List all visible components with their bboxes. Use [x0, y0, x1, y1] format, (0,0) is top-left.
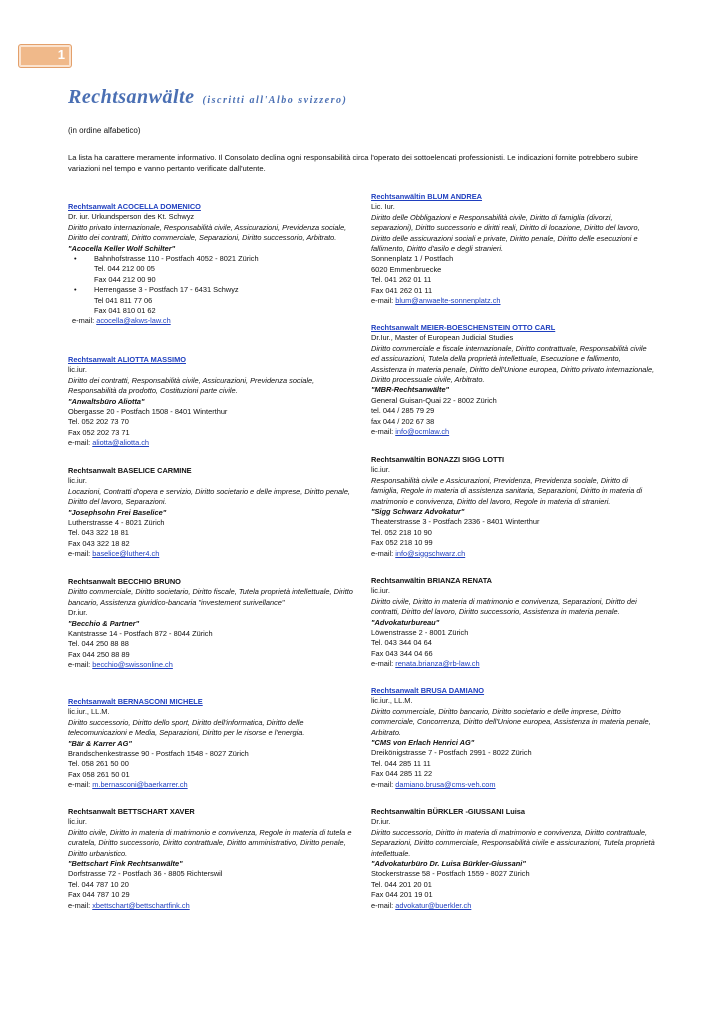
- office-address: [68, 254, 353, 285]
- email-line: [371, 427, 656, 437]
- lawyer-entry: [371, 807, 656, 911]
- fax: Fax 041 262 01 11: [371, 285, 433, 295]
- lawyer-name[interactable]: Rechtsanwalt BERNASCONI MICHELE: [68, 697, 203, 706]
- fax: Fax 044 285 11 22: [371, 769, 433, 779]
- phone: Tel. 044 787 10 20: [68, 879, 129, 889]
- email-line: [68, 780, 353, 790]
- lawyer-fields: Locazioni, Contratti d'opera e servizio, Diritto societario e delle imprese, Diritto penale, Diritto del lavoro, Separazioni.: [68, 486, 350, 507]
- email-link[interactable]: becchio@swissonline.ch: [92, 660, 173, 670]
- lawyer-title: Lic. Iur.: [371, 202, 395, 212]
- fax: Fax 044 250 88 89: [68, 649, 130, 659]
- lawyer-fields: Responsabilità civile e Assicurazioni, Previdenza, Previdenza sociale, Diritto di famiglia, Regole in materia di assistenza sanitaria, Separazioni, Diritto in materia di matrimonio e convivenza, Diritto del lavoro, Regole in materia di stranieri.: [371, 475, 643, 506]
- email-link[interactable]: acocella@akws-law.ch: [96, 316, 171, 326]
- fax: Fax 044 212 00 90: [94, 274, 156, 284]
- phone: Tel. 052 218 10 90: [371, 527, 432, 537]
- order-note: (in ordine alfabetico): [68, 126, 141, 135]
- email-link[interactable]: damiano.brusa@cms-veh.com: [395, 779, 496, 789]
- lawyer-entry: [68, 355, 353, 449]
- email-line: [371, 549, 656, 559]
- lawyer-entry: [371, 686, 656, 790]
- lawyer-name: Rechtsanwältin BRIANZA RENATA: [371, 576, 492, 585]
- lawyer-title: lic.iur.: [68, 476, 87, 486]
- fax: Fax 044 201 19 01: [371, 890, 433, 900]
- address-line: General Guisan-Quai 22 - 8002 Zürich: [371, 395, 497, 405]
- email-line: [371, 901, 656, 911]
- email-link[interactable]: blum@anwaelte-sonnenplatz.ch: [395, 296, 501, 306]
- city-line: 6020 Emmenbruecke: [371, 264, 442, 274]
- address-line: Lutherstrasse 4 - 8021 Zürich: [68, 518, 165, 528]
- email-line: [68, 901, 353, 911]
- phone: Tel. 044 285 11 11: [371, 758, 431, 768]
- lawyer-fields: Diritto commerciale, Diritto bancario, Diritto societario e delle imprese, Diritto commerciale, Concorrenza, Diritto dell'Unione europea, Assistenza in materia penale, Arbitrato.: [371, 706, 651, 737]
- lawyer-title: lic.iur.: [371, 465, 390, 475]
- email-link[interactable]: m.bernasconi@baerkarrer.ch: [92, 780, 188, 790]
- address-line: Kantstrasse 14 - Postfach 872 - 8044 Zürich: [68, 629, 213, 639]
- lawyer-name[interactable]: Rechtsanwalt MEIER-BOESCHENSTEIN OTTO CARL: [371, 323, 556, 332]
- phone: Tel. 043 344 04 64: [371, 638, 432, 648]
- address-line: Theaterstrasse 3 - Postfach 2336 - 8401 Winterthur: [371, 517, 540, 527]
- email-line: [371, 659, 656, 669]
- firm-name: "Sigg Schwarz Advokatur": [371, 507, 465, 517]
- phone: Tel. 052 202 73 70: [68, 417, 129, 427]
- lawyer-fields: Diritto commerciale, Diritto societario, Diritto fiscale, Tutela proprietà intellettuale, Diritto bancario, Assistenza giuridico-bancaria "investement surivellance": [68, 587, 353, 607]
- address-line: Löwenstrasse 2 - 8001 Zürich: [371, 628, 469, 638]
- disclaimer: La lista ha carattere meramente informativo. Il Consolato declina ogni responsabilità circa l'operato dei sottoelencati professionisti. Le indicazioni fornite potrebbero subire variazioni nel tempo e vanno pertanto verificate dall'utente.: [68, 153, 639, 173]
- fax: Fax 041 810 01 62: [94, 306, 156, 316]
- lawyer-name[interactable]: Rechtsanwalt BRUSA DAMIANO: [371, 686, 485, 695]
- email-label: e-mail:: [68, 780, 93, 790]
- lawyer-title: Dr.iur.: [371, 817, 391, 827]
- address-line: Dorfstrasse 72 - Postfach 36 - 8805 Richterswil: [68, 869, 223, 879]
- firm-name: "MBR-Rechtsanwälte": [371, 385, 450, 395]
- lawyer-title: lic.iur., LL.M.: [68, 707, 110, 717]
- lawyer-fields: Diritto dei contratti, Responsabilità civile, Assicurazioni, Previdenza sociale, Responsabilità da prodotto, Costituzioni parte civile.: [68, 375, 315, 396]
- lawyer-title: lic.iur.: [371, 586, 390, 596]
- lawyer-name: Rechtsanwalt BETTSCHART XAVER: [68, 807, 195, 816]
- fax: Fax 043 322 18 82: [68, 538, 130, 548]
- phone: Tel 041 811 77 06: [94, 295, 153, 305]
- firm-name: "Becchio & Partner": [68, 618, 140, 628]
- email-link[interactable]: aliotta@aliotta.ch: [92, 438, 150, 448]
- fax: Fax 044 787 10 29: [68, 890, 130, 900]
- lawyer-entry: [68, 697, 353, 791]
- email-line: [68, 549, 353, 559]
- phone: Tel. 043 322 18 81: [68, 528, 129, 538]
- email-label: e-mail:: [68, 549, 93, 559]
- lawyer-entry: [68, 577, 353, 671]
- email-label: e-mail:: [371, 548, 396, 558]
- page-number: 1: [57, 47, 65, 62]
- lawyer-entry: [371, 192, 656, 306]
- phone: Tel. 044 250 88 88: [68, 639, 129, 649]
- address-line: Stockerstrasse 58 - Postfach 1559 - 8027 Zürich: [371, 869, 530, 879]
- fax: Fax 052 218 10 99: [371, 538, 433, 548]
- lawyer-title: lic.iur., LL.M.: [371, 696, 413, 706]
- phone: Tel. 044 212 00 05: [94, 264, 155, 274]
- lawyer-entry: [371, 323, 656, 437]
- bullet-icon: •: [74, 285, 77, 295]
- email-label: e-mail:: [371, 427, 396, 437]
- email-label: e-mail:: [371, 296, 396, 306]
- email-link[interactable]: baselice@luther4.ch: [92, 549, 160, 559]
- lawyer-fields: Diritto civile, Diritto in materia di matrimonio e convivenza, Separazioni, Diritto dei contratti, Diritto del lavoro, Diritto successorio, Assistenza in materia penale.: [371, 596, 637, 617]
- lawyer-fields: Diritto privato internazionale, Responsabilità civile, Assicurazioni, Previdenza sociale, Diritto dei contratti, Diritto commerciale, Separazioni, Diritto successorio, Arbitrato.: [68, 222, 347, 243]
- lawyer-name: Rechtsanwältin BÜRKLER -GIUSSANI Luisa: [371, 807, 525, 816]
- email-link[interactable]: advokatur@buerkler.ch: [395, 900, 472, 910]
- lawyer-fields: Diritto successorio, Diritto in materia di matrimonio e convivenza, Diritto contrattuale, Separazioni, Diritto commerciale, Responsabilità civile e assicurazioni, Tutela proprietà intellettuale.: [371, 827, 655, 858]
- lawyer-name[interactable]: Rechtsanwältin BLUM ANDREA: [371, 192, 483, 201]
- lawyer-name: Rechtsanwalt BECCHIO BRUNO: [68, 577, 181, 586]
- lawyer-name[interactable]: Rechtsanwalt ACOCELLA DOMENICO: [68, 202, 201, 211]
- firm-name: "Anwaltsbüro Aliotta": [68, 396, 145, 406]
- lawyer-entry: [68, 202, 353, 327]
- page-number-badge: [18, 44, 72, 68]
- subtitle: (iscritti all'Albo svizzero): [202, 95, 348, 106]
- lawyer-entry: [371, 576, 656, 670]
- address-line: Herrengasse 3 - Postfach 17 - 6431 Schwyz: [94, 285, 239, 295]
- phone: Tel. 041 262 01 11: [371, 275, 432, 285]
- lawyer-name: Rechtsanwalt BASELICE CARMINE: [68, 466, 192, 475]
- address-line: Bahnhofstrasse 110 - Postfach 4052 - 8021 Zürich: [94, 254, 259, 264]
- phone: tel. 044 / 285 79 29: [371, 406, 435, 416]
- email-link[interactable]: xbettschart@bettschartfink.ch: [92, 900, 190, 910]
- firm-name: "Acocella Keller Wolf Schilter": [68, 243, 176, 253]
- email-line: [371, 780, 656, 790]
- lawyer-title: lic.iur.: [68, 817, 87, 827]
- lawyer-entry: [68, 807, 353, 911]
- fax: Fax 052 202 73 71: [68, 427, 130, 437]
- lawyer-fields: Diritto successorio, Diritto dello sport, Diritto dell'informatica, Diritto delle telecomunicazioni e Media, Separazioni, Diritto per le risorse e l'energia.: [68, 717, 305, 738]
- email-line: [371, 296, 656, 306]
- email-line: [68, 660, 353, 670]
- address-line: Sonnenplatz 1 / Postfach: [371, 254, 454, 264]
- phone: Tel. 058 261 50 00: [68, 759, 129, 769]
- email-label: e-mail:: [371, 779, 396, 789]
- fax: fax 044 / 202 67 38: [371, 416, 435, 426]
- firm-name: "Bettschart Fink Rechtsanwälte": [68, 859, 183, 869]
- page-title: [68, 86, 347, 109]
- email-link[interactable]: info@siggschwarz.ch: [395, 548, 466, 558]
- lawyer-name: Rechtsanwältin BONAZZI SIGG LOTTI: [371, 455, 505, 464]
- address-line: Brandschenkestrasse 90 - Postfach 1548 - 8027 Zürich: [68, 749, 249, 759]
- email-link[interactable]: info@ocmlaw.ch: [395, 427, 450, 437]
- fax: Fax 058 261 50 01: [68, 769, 130, 779]
- title-text: Rechtsanwälte: [68, 86, 195, 108]
- email-link[interactable]: renata.brianza@rb-law.ch: [395, 659, 480, 669]
- email-line: [68, 316, 353, 326]
- bullet-icon: •: [74, 254, 77, 264]
- email-label: e-mail:: [68, 900, 93, 910]
- firm-name: "Josephsohn Frei Baselice": [68, 507, 167, 517]
- lawyer-title: Dr.iur.: [68, 608, 88, 618]
- lawyer-title: lic.iur.: [68, 365, 87, 375]
- lawyer-fields: Diritto commerciale e fiscale internazionale, Diritto contrattuale, Responsabilità civile ed assicurazioni, Tutela della proprietà intellettuale, Esecuzione e fallimento, Assistenza in materia penale, Diritto dell'Unione europea, Diritto privato internazionale, Diritto processuale civile, Arbitrato.: [371, 343, 655, 385]
- fax: Fax 043 344 04 66: [371, 648, 433, 658]
- email-label: e-mail:: [72, 316, 97, 326]
- phone: Tel. 044 201 20 01: [371, 879, 432, 889]
- lawyer-name[interactable]: Rechtsanwalt ALIOTTA MASSIMO: [68, 355, 186, 364]
- email-line: [68, 438, 353, 448]
- lawyer-fields: Diritto delle Obbligazioni e Responsabilità civile, Diritto di famiglia (divorzi, separazioni), Diritto successorio e diritti reali, Diritto di locazione, Diritto del lavoro, Diritto delle assicurazioni sociali e private, Diritto penale, Diritto delle esecuzioni e fallimento, Diritto d'asilo e degli stranieri.: [371, 212, 640, 254]
- email-label: e-mail:: [68, 438, 93, 448]
- address-line: Dreikönigstrasse 7 - Postfach 2991 - 8022 Zürich: [371, 748, 532, 758]
- firm-name: "Advokaturbureau": [371, 617, 440, 627]
- lawyer-title: Dr. iur. Urkundsperson des Kt. Schwyz: [68, 212, 195, 222]
- address-line: Obergasse 20 - Postfach 1508 - 8401 Winterthur: [68, 407, 228, 417]
- firm-name: "CMS von Erlach Henrici AG": [371, 738, 475, 748]
- email-label: e-mail:: [371, 659, 396, 669]
- firm-name: "Bär & Karrer AG": [68, 738, 132, 748]
- office-address: [68, 285, 353, 316]
- lawyer-fields: Diritto civile, Diritto in materia di matrimonio e convivenza, Regole in materia di tutela e curatela, Diritto successorio, Diritto contrattuale, Diritto amministrativo, Diritto penale, Diritto urbanistico.: [68, 827, 352, 858]
- lawyer-entry: [371, 455, 656, 559]
- firm-name: "Advokaturbüro Dr. Luisa Bürkler-Giussani": [371, 859, 526, 869]
- lawyer-entry: [68, 466, 353, 560]
- email-label: e-mail:: [68, 660, 93, 670]
- email-label: e-mail:: [371, 900, 396, 910]
- lawyer-title: Dr.Iur., Master of European Judicial Studies: [371, 333, 514, 343]
